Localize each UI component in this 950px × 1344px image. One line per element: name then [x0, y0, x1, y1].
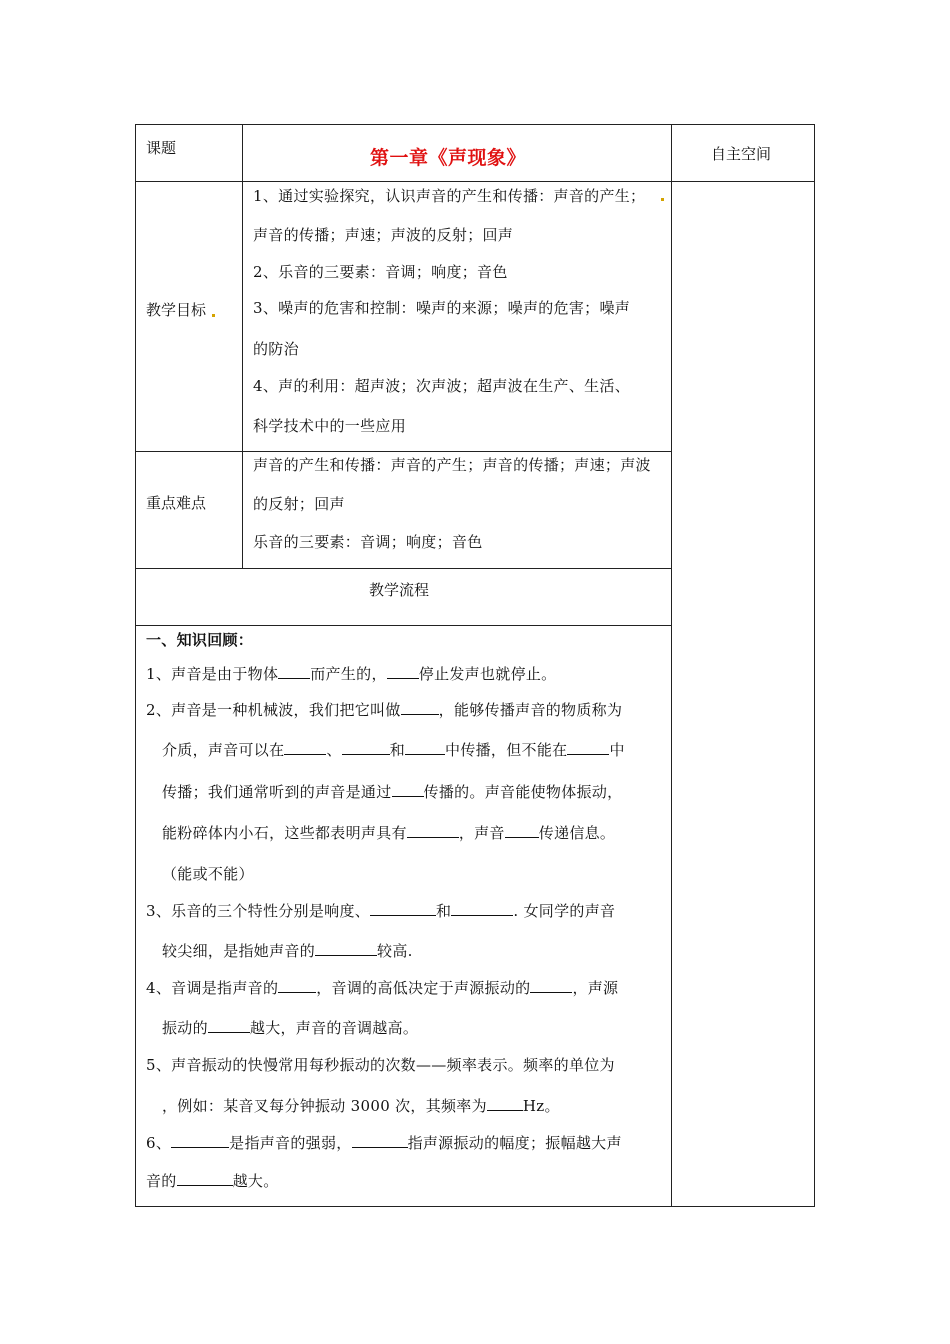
objective-line: 科学技术中的一些应用: [253, 417, 407, 435]
answer-blank[interactable]: [387, 664, 419, 679]
side-space-label: 自主空间: [711, 145, 772, 163]
objective-line: 声音的传播；声速；声波的反射；回声: [253, 226, 514, 244]
divider-row-process: [135, 625, 672, 626]
answer-blank[interactable]: [487, 1096, 523, 1111]
divider-row-keypoints: [135, 568, 672, 569]
answer-blank[interactable]: [392, 782, 424, 797]
keypoints-label: 重点难点: [146, 494, 207, 512]
answer-blank[interactable]: [567, 740, 609, 755]
divider-row-objectives: [135, 451, 672, 452]
question-2-line-5: （能或不能）: [162, 865, 254, 883]
answer-blank[interactable]: [315, 941, 377, 956]
question-5-line-2: ，例如：某音叉每分钟振动 3000 次，其频率为 Hz。: [162, 1097, 560, 1115]
question-2-line-3: 传播；我们通常听到的声音是通过 传播的。声音能使物体振动，: [162, 783, 623, 801]
answer-blank[interactable]: [278, 664, 310, 679]
topic-label: 课题: [146, 139, 177, 157]
question-5-line-1: 5、声音振动的快慢常用每秒振动的次数——频率表示。频率的单位为: [146, 1056, 615, 1074]
question-1: 1、声音是由于物体 而产生的， 停止发声也就停止。: [146, 665, 557, 683]
answer-blank[interactable]: [284, 740, 326, 755]
question-3-line-2: 较尖细，是指她声音的 较高.: [162, 942, 413, 960]
process-label: 教学流程: [369, 581, 430, 599]
question-2-line-2: 介质，声音可以在 、 和 中传播，但不能在 中: [162, 741, 625, 759]
question-2-line-1: 2、声音是一种机械波，我们把它叫做 ，能够传播声音的物质称为: [146, 701, 623, 719]
answer-blank[interactable]: [177, 1171, 233, 1186]
question-3-line-1: 3、乐音的三个特性分别是响度、 和 . 女同学的声音: [146, 902, 616, 920]
answer-blank[interactable]: [208, 1018, 250, 1033]
keypoint-line: 乐音的三要素：音调；响度；音色: [253, 533, 483, 551]
mark-dot: [212, 314, 215, 317]
answer-blank[interactable]: [370, 901, 436, 916]
question-6-line-2: 音的 越大。: [146, 1172, 279, 1190]
question-4-line-1: 4、音调是指声音的 ，音调的高低决定于声源振动的 ，声源: [146, 979, 619, 997]
objective-line: 3、噪声的危害和控制：噪声的来源；噪声的危害；噪声: [253, 299, 631, 317]
keypoint-line: 的反射；回声: [253, 495, 345, 513]
objective-line: 的防治: [253, 340, 299, 358]
answer-blank[interactable]: [401, 700, 439, 715]
objectives-label: 教学目标: [146, 301, 207, 319]
divider-side-column: [671, 124, 672, 1207]
keypoint-line: 声音的产生和传播：声音的产生；声音的传播；声速；声波: [253, 456, 651, 474]
mark-dot: [661, 198, 664, 201]
divider-label-column: [242, 124, 243, 568]
answer-blank[interactable]: [405, 740, 445, 755]
answer-blank[interactable]: [530, 978, 572, 993]
answer-blank[interactable]: [278, 978, 316, 993]
answer-blank[interactable]: [451, 901, 513, 916]
question-6-line-1: 6、 是指声音的强弱， 指声源振动的幅度；振幅越大声: [146, 1134, 622, 1152]
answer-blank[interactable]: [342, 740, 390, 755]
answer-blank[interactable]: [171, 1133, 229, 1148]
objective-line: 2、乐音的三要素：音调；响度；音色: [253, 263, 508, 281]
answer-blank[interactable]: [352, 1133, 408, 1148]
objective-line: 1、通过实验探究，认识声音的产生和传播：声音的产生；: [253, 187, 646, 205]
answer-blank[interactable]: [505, 823, 539, 838]
review-heading: 一、知识回顾：: [146, 631, 254, 649]
objective-line: 4、声的利用：超声波；次声波；超声波在生产、生活、: [253, 377, 631, 395]
answer-blank[interactable]: [407, 823, 459, 838]
question-4-line-2: 振动的 越大，声音的音调越高。: [162, 1019, 419, 1037]
question-2-line-4: 能粉碎体内小石，这些都表明声具有 ，声音 传递信息。: [162, 824, 616, 842]
divider-row-header: [135, 181, 815, 182]
chapter-title: 第一章《声现象》: [370, 147, 527, 169]
